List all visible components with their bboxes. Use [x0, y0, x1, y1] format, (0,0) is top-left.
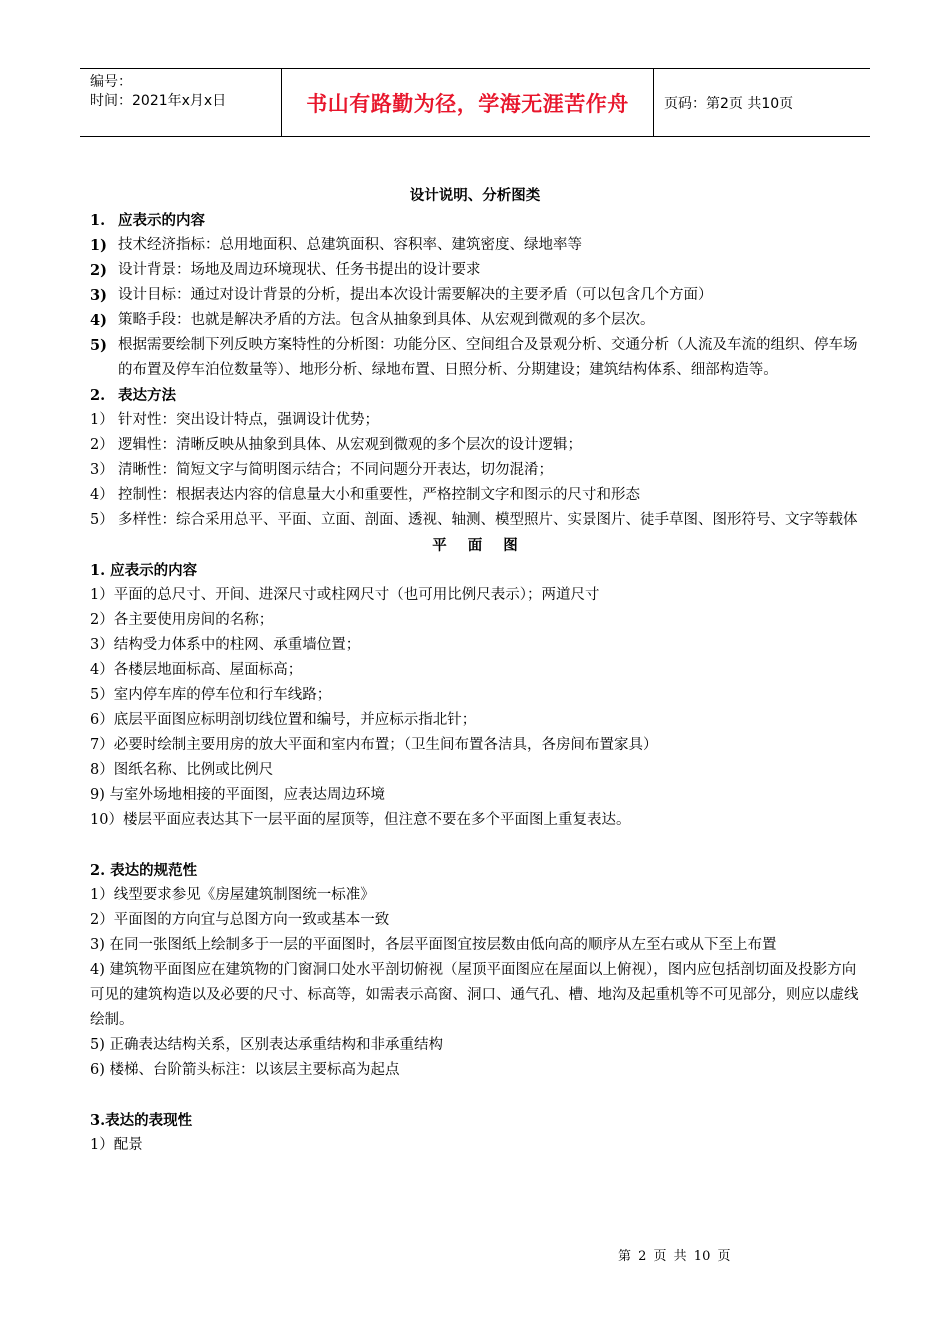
header-motto: 书山有路勤为径，学海无涯苦作舟 [281, 69, 654, 136]
header-time: 时间：2021年x月x日 [90, 93, 227, 109]
list-item: 2）各主要使用房间的名称； [90, 612, 274, 628]
list-item: 4）各楼层地面标高、屋面标高； [90, 662, 303, 678]
list-item: 3）结构受力体系中的柱网、承重墙位置； [90, 637, 361, 653]
spacer [90, 833, 860, 858]
list-item: 6）底层平面图应标明剖切线位置和编号，并应标示指北针； [90, 712, 477, 728]
header-page-number: 页码：第2页 共10页 [664, 95, 794, 112]
list-item: 4) 建筑物平面图应在建筑物的门窗洞口处水平剖切俯视（屋顶平面图应在屋面以上俯视），图内应包括剖切面及投影方向可见的建筑构造以及必要的尺寸、标高等，如需表示高窗、洞口、通气孔、槽、地沟及起重机等不可见部分，则应以虚线绘制。 [90, 962, 859, 1028]
list-item: 3） 清晰性：简短文字与简明图示结合；不同问题分开表达，切勿混淆； [90, 462, 553, 478]
list-item: 1）平面的总尺寸、开间、进深尺寸或柱网尺寸（也可用比例尺表示）；两道尺寸 [90, 587, 600, 603]
list-item: 3) 设计目标：通过对设计背景的分析，提出本次设计需要解决的主要矛盾（可以包含几个方面） [90, 287, 713, 304]
list-item: 2) 设计背景：场地及周边环境现状、任务书提出的设计要求 [90, 262, 481, 279]
list-item: 5） 多样性：综合采用总平、平面、立面、剖面、透视、轴测、模型照片、实景图片、徒手草图、图形符号、文字等载体 [90, 512, 858, 528]
header-meta [80, 69, 281, 136]
list-item: 9) 与室外场地相接的平面图，应表达周边环境 [90, 787, 385, 803]
list-item: 8）图纸名称、比例或比例尺 [90, 762, 274, 778]
list-item: 5) 根据需要绘制下列反映方案特性的分析图：功能分区、空间组合及景观分析、交通分析（人流及车流的组织、停车场的布置及停车泊位数量等）、地形分析、绿地布置、日照分析、分期建设；建筑结构体系、细部构造等。 [90, 337, 858, 378]
section-heading: 3.表达的表现性 [90, 1112, 193, 1129]
spacer [90, 1083, 860, 1108]
list-item: 1）配景 [90, 1137, 143, 1153]
section-heading: 2. 表达方法 [90, 387, 176, 404]
list-item: 4) 策略手段：也就是解决矛盾的方法。包含从抽象到具体、从宏观到微观的多个层次。 [90, 312, 655, 329]
list-item: 2） 逻辑性：清晰反映从抽象到具体、从宏观到微观的多个层次的设计逻辑； [90, 437, 582, 453]
section-heading: 1. 应表示的内容 [90, 212, 205, 229]
section-title-design-notes: 设计说明、分析图类 [409, 187, 541, 204]
list-item: 5）室内停车库的停车位和行车线路； [90, 687, 332, 703]
list-item: 6) 楼梯、台阶箭头标注：以该层主要标高为起点 [90, 1062, 400, 1078]
list-item: 4） 控制性：根据表达内容的信息量大小和重要性，严格控制文字和图示的尺寸和形态 [90, 487, 640, 503]
section-title-floor-plan: 平 面 图 [432, 537, 518, 554]
page-header [80, 68, 870, 137]
list-item: 1）线型要求参见《房屋建筑制图统一标准》 [90, 887, 375, 903]
list-item: 7）必要时绘制主要用房的放大平面和室内布置；（卫生间布置各洁具，各房间布置家具） [90, 737, 658, 753]
list-item: 1） 针对性：突出设计特点，强调设计优势； [90, 412, 379, 428]
list-item: 3) 在同一张图纸上绘制多于一层的平面图时，各层平面图宜按层数由低向高的顺序从左至右或从下至上布置 [90, 937, 777, 953]
list-item: 2）平面图的方向宜与总图方向一致或基本一致 [90, 912, 390, 928]
page-footer: 第 2 页 共 10 页 [618, 1249, 731, 1264]
section-heading: 1. 应表示的内容 [90, 562, 198, 579]
list-item: 5) 正确表达结构关系，区别表达承重结构和非承重结构 [90, 1037, 443, 1053]
section-heading: 2. 表达的规范性 [90, 862, 198, 879]
header-number: 编号： [90, 74, 132, 90]
document-body [90, 183, 860, 1158]
list-item: 1) 技术经济指标：总用地面积、总建筑面积、容积率、建筑密度、绿地率等 [90, 237, 582, 254]
list-item: 10）楼层平面应表达其下一层平面的屋顶等，但注意不要在多个平面图上重复表达。 [90, 812, 631, 828]
